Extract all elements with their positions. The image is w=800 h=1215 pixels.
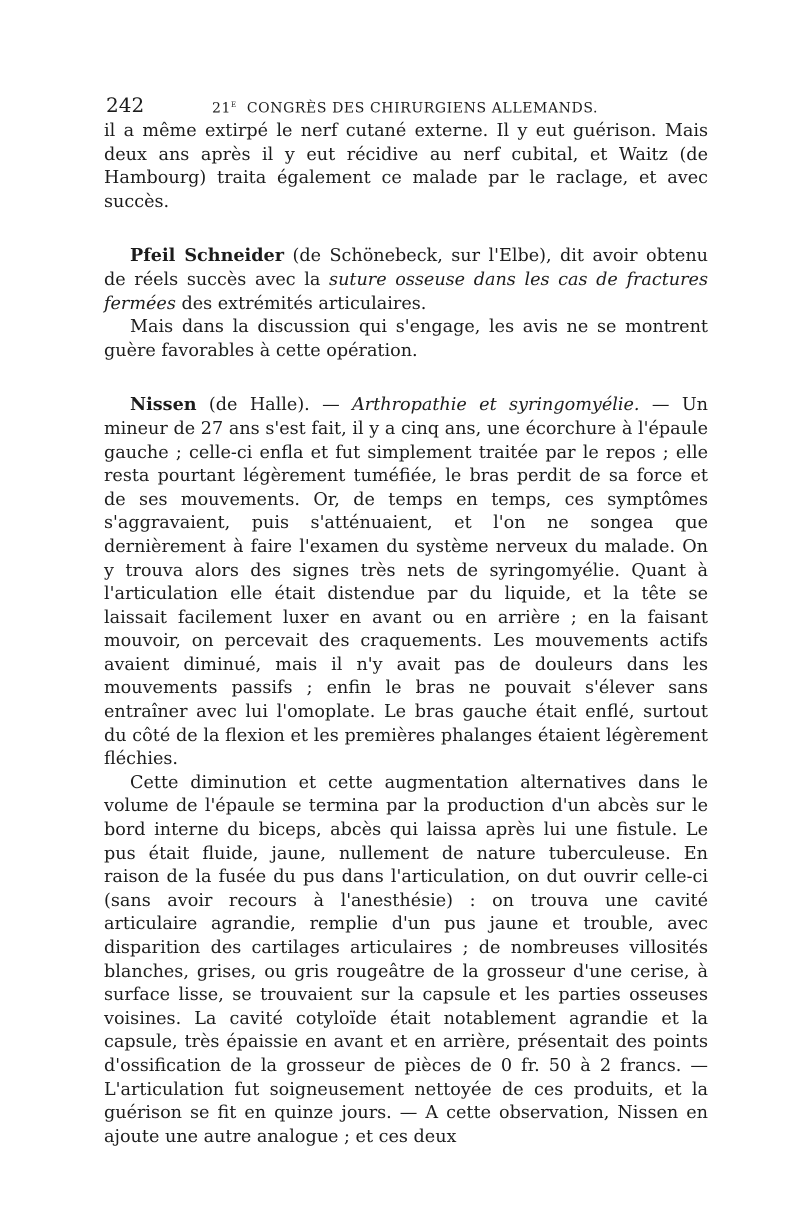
topic-italic: suture osseuse dans les cas de fractures fermées: [104, 269, 708, 314]
paragraph-nissen: [104, 393, 708, 772]
running-title: [212, 92, 598, 122]
paragraph-observation: Cette diminution et cette augmentation alternatives dans le volume de l'épaule se termina par la production d'un abcès sur le bord interne du biceps, abcès qui laissa après lui une fistule. Le pus était fluide, jaune, nullement de nature tuberculeuse. En raison de la fusée du pus dans l'articulation, on dut ouvrir celle-ci (sans avoir recours à l'anesthésie) : on trouva une cavité articulaire agrandie, remplie d'un pus jaune et trouble, avec disparition des cartilages articulaires ; de nombreuses villosités blanches, grises, ou gris rougeâtre de la grosseur d'une cerise, à surface lisse, se trouvaient sur la capsule et les parties osseuses voisines. La cavité cotyloïde était notablement agrandie et la capsule, très épaissie en avant et en arrière, présentait des points d'ossification de la grosseur de pièces de 0 fr. 50 à 2 francs. — L'articulation fut soigneusement nettoyée de ces produits, et la guérison se fit en quinze jours. — A cette observation, Nissen en ajoute une autre analogue ; et ces deux: [104, 772, 708, 1147]
page-number: 242: [106, 93, 145, 117]
topic-italic: Arthropathie et syringomyélie.: [352, 395, 640, 416]
running-title-prefix: 21: [212, 100, 232, 117]
paragraph-discussion: Mais dans la discussion qui s'engage, les avis ne se montrent guère favorables à cette opération.: [104, 317, 708, 361]
author-name: Pfeil Schneider: [130, 245, 284, 267]
running-title-text: CONGRÈS DES CHIRURGIENS ALLEMANDS.: [246, 100, 599, 117]
paragraph-text: — Un mineur de 27 ans s'est fait, il y a cinq ans, une écorchure à l'épaule gauche ; celle-ci enfla et fut simplement traitée par le repos ; elle resta pourtant légèrement tuméfiée, le bras perdit de sa force et de ses mouvements. Or, de temps en temps, ces symptômes s'aggravaient, puis s'atténuaient, et l'on ne songea que dernièrement à faire l'examen du système nerveux du malade. On y trouva alors des signes très nets de syringomyélie. Quant à l'articulation elle était distendue par du liquide, et la tête se laissait facilement luxer en avant ou en arrière ; en la faisant mouvoir, on percevait des craquements. Les mouvements actifs avaient diminué, mais il n'y avait pas de douleurs dans les mouvements passifs ; enfin le bras ne pouvait s'élever sans entraîner avec lui l'omoplate. Le bras gauche était enflé, surtout du côté de la flexion et les premières phalanges étaient légèrement fléchies.: [104, 395, 708, 770]
paragraph-text: (de Schönebeck, sur l'Elbe), dit avoir obtenu de réels succès avec la: [104, 246, 708, 290]
paragraph-pfeil-schneider: [104, 244, 708, 316]
book-page: [104, 92, 708, 1149]
paragraph-text: (de Halle). —: [196, 395, 353, 416]
paragraph-text: des extrémités articulaires.: [175, 293, 427, 314]
running-title-sup: e: [231, 99, 237, 110]
running-header: [104, 92, 708, 118]
author-name: Nissen: [130, 394, 197, 416]
paragraph-continuation: il a même extirpé le nerf cutané externe. Il y eut guérison. Mais deux ans après il y eut récidive au nerf cubital, et Waitz (de Hambourg) traita également ce malade par le raclage, et avec succès.: [104, 121, 708, 212]
